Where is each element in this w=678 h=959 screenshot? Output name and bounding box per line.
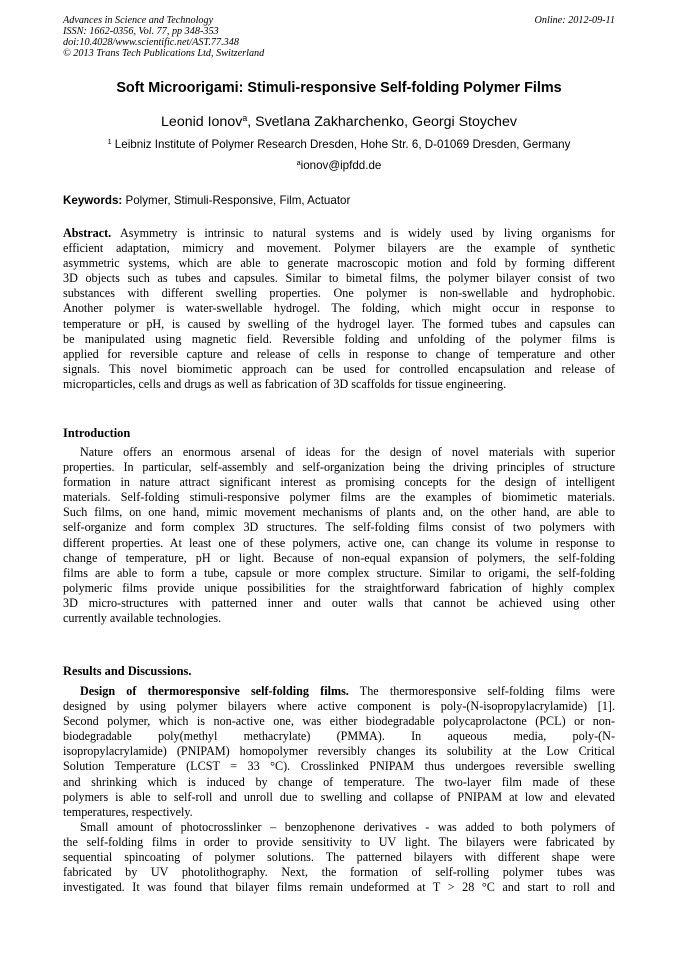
results-line: and shrinking which is induced by change of temperature. The two-layer film made of these bbox=[63, 774, 615, 789]
email-text: ionov@ipfdd.de bbox=[300, 159, 382, 172]
intro-line: Such films, on one hand, mimic movement mechanisms of plants and, on the other hand, are able to bbox=[63, 505, 615, 520]
abstract-line: substances with different swelling properties. One polymer is non-swellable and hydrophobic. bbox=[63, 286, 615, 301]
copyright-line: © 2013 Trans Tech Publications Ltd, Switzerland bbox=[63, 48, 265, 59]
results-paragraph-2 bbox=[63, 820, 615, 895]
results-heading: Results and Discussions. bbox=[63, 664, 192, 678]
abstract-line: Another polymer is water-swellable hydrogel. The folding, which might occur in response to bbox=[63, 301, 615, 316]
results-line: the self-folding films in order to provide sensitivity to UV light. The bilayers were fabricated by bbox=[63, 835, 615, 850]
intro-line: properties. In particular, self-assembly and self-organization being the driving principles of structure bbox=[63, 460, 615, 475]
intro-line: different properties. At least one of these polymers, active one, can change its volume in response to bbox=[63, 535, 615, 550]
author-others: , Svetlana Zakharchenko, Georgi Stoychev bbox=[247, 114, 517, 130]
keywords-label: Keywords: bbox=[63, 194, 123, 207]
results-line: sequential spincoating of polymer solutions. The patterned bilayers with different shape were bbox=[63, 850, 615, 865]
intro-line: Nature offers an enormous arsenal of ideas for the design of novel materials with superior bbox=[80, 445, 615, 459]
introduction-heading: Introduction bbox=[63, 426, 131, 440]
intro-line: currently available technologies. bbox=[63, 611, 222, 626]
author-email bbox=[40, 159, 638, 172]
affiliation-sup: 1 bbox=[107, 137, 112, 147]
abstract-line: applied for reversible capture and release of cells in response to change of temperature and other bbox=[63, 346, 615, 361]
abstract-line: efficient adaptation, mimicry and movement. Polymer bilayers are the example of synthetic bbox=[63, 241, 615, 256]
keywords-text: Polymer, Stimuli-Responsive, Film, Actuator bbox=[122, 194, 351, 207]
paper-title: Soft Microorigami: Stimuli-responsive Self-folding Polymer Films bbox=[116, 80, 562, 96]
results-line: biodegradable poly(methyl methacrylate) (PMMA). In aqueous media, poly-(N- bbox=[63, 729, 615, 744]
email-sup: a bbox=[296, 158, 301, 168]
abstract-line: 3D objects such as tubes and capsules. Similar to bimetal films, the polymer bilayer consist of two bbox=[63, 271, 615, 286]
author-list bbox=[40, 114, 638, 130]
results-paragraph-1 bbox=[63, 684, 615, 820]
results-line: temperatures, respectively. bbox=[63, 804, 193, 819]
results-subheading: Design of thermoresponsive self-folding films. bbox=[80, 684, 349, 698]
results-line: Design of thermoresponsive self-folding films. The thermoresponsive self-folding films were bbox=[80, 684, 615, 698]
abstract-line: temperature or pH, is caused by swelling of the hydrogel layer. The formed tubes and capsules can bbox=[63, 316, 615, 331]
intro-line: formation in nature attract significant interest as promising concepts for the design of intelligent bbox=[63, 475, 615, 490]
results-line: isopropylacrylamide) (PNIPAM) homopolymer reversibly changes its solubility at the Low Critical bbox=[63, 744, 615, 759]
journal-header bbox=[63, 15, 264, 59]
abstract-line: be manipulated using magnetic field. Reversible folding and unfolding of the polymer films is bbox=[63, 331, 615, 346]
doi-line: doi:10.4028/www.scientific.net/AST.77.348 bbox=[63, 37, 239, 48]
journal-name: Advances in Science and Technology bbox=[63, 15, 214, 26]
abstract-line: asymmetric systems, which are able to generate macroscopic motion and fold by forming different bbox=[63, 256, 615, 271]
results-line: fabricated by UV photolithography. Next, the formation of self-rolling polymer tubes was bbox=[63, 865, 615, 880]
affiliation bbox=[40, 138, 638, 151]
intro-line: self-organize and form complex 3D structures. The self-folding films consist of two polymers with bbox=[63, 520, 615, 535]
issn-line: ISSN: 1662-0356, Vol. 77, pp 348-353 bbox=[63, 26, 219, 37]
intro-line: 3D micro-structures with patterned inner and outer walls that cannot be achieved using other bbox=[63, 595, 615, 610]
online-date: Online: 2012-09-11 bbox=[534, 15, 615, 26]
results-line: Second polymer, which is non-active one, was either biodegradable polycaprolactone (PCL) or non- bbox=[63, 714, 615, 729]
results-line: Small amount of photocrosslinker – benzophenone derivatives - was added to both polymers of bbox=[80, 820, 615, 834]
results-line: Solution Temperature (LCST = 33 °C). Crosslinked PNIPAM thus undergoes reversible swelling bbox=[63, 759, 615, 774]
intro-line: films are able to form a tube, capsule or more complex structure. Similar to origami, the self-folding bbox=[63, 565, 615, 580]
author-first: Leonid Ionov bbox=[161, 114, 243, 130]
abstract-line: microparticles, cells and drugs as well as fabrication of 3D scaffolds for tissue engineering. bbox=[63, 376, 507, 391]
abstract-label: Abstract. bbox=[63, 226, 112, 240]
intro-line: materials. Self-folding stimuli-responsive polymer films are the examples of biomimetic materials. bbox=[63, 490, 615, 505]
intro-line: change of temperature, pH or light. Because of non-equal expansion of polymers, the self-folding bbox=[63, 550, 615, 565]
results-line: designed by using polymer bilayers where active component is poly-(N-isopropylacrylamide) [1]. bbox=[63, 699, 615, 714]
results-line: investigated. It was found that bilayer films remain undeformed at T > 28 °C and start to roll and bbox=[63, 880, 615, 895]
intro-line: polymeric films provide unique possibilities for the straightforward fabrication of highly complex bbox=[63, 580, 615, 595]
author-first-sup: a bbox=[242, 113, 248, 124]
affiliation-text: Leibniz Institute of Polymer Research Dresden, Hohe Str. 6, D-01069 Dresden, Germany bbox=[111, 138, 571, 151]
abstract-line: signals. This novel biomimetic approach can be used for controlled encapsulation and release of bbox=[63, 361, 615, 376]
introduction-paragraph bbox=[63, 445, 615, 626]
abstract bbox=[63, 226, 615, 392]
keywords bbox=[63, 194, 350, 207]
abstract-line: Abstract. Asymmetry is intrinsic to natural systems and is widely used by living organisms for bbox=[63, 226, 615, 240]
results-line: polymers is able to self-roll and unroll due to swelling and collapse of PNIPAM at low and elevated bbox=[63, 789, 615, 804]
